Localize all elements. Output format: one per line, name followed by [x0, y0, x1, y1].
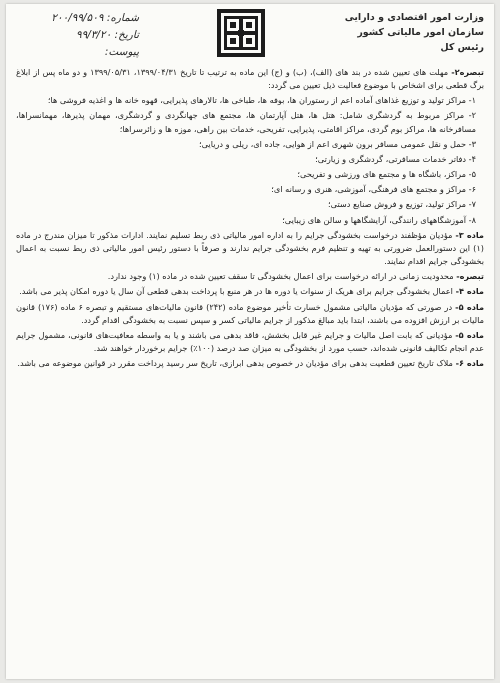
list-item: ۲- مراکز مربوط به گردشگری شامل: هتل ها، هتل آپارتمان ها، مجتمع های جهانگردی و گردشگری، مهمان پذیرها، مهمانسراها، مسافرخانه ها، مراکز بوم گردی، مراکز اقامتی، پذیرایی، تفریحی، خدمات بین راهی، موزه ها و زائرسراها؛ [16, 110, 476, 134]
list-item: ۴- دفاتر خدمات مسافرتی، گردشگری و زیارتی؛ [315, 153, 476, 164]
letter-date: تاریخ: ۹۹/۳/۲۰ [75, 29, 139, 41]
list-item: ۶- مراکز و مجتمع های فرهنگی، آموزشی، هنری و رسانه ای؛ [271, 184, 476, 195]
note-2 [16, 66, 484, 92]
note-2-text: مهلت های تعیین شده در بند های (الف)، (ب) و (ج) این ماده به ترتیب تا تاریخ ۱۳۹۹/۰۴/۳۱، ۱۳۹۹/۰۵/۳۱ و دو ماه پس از ابلاغ برگ قطعی برای اشخاص با موضوع فعالیت ذیل تعیین می گردد: [16, 67, 484, 91]
letter-attachment: پیوست: [104, 46, 139, 58]
article-3-label: ماده ۳- [455, 229, 484, 240]
letterhead [6, 4, 494, 66]
list-item: ۵- مراکز، باشگاه ها و مجتمع های ورزشی و تفریحی؛ [297, 169, 476, 180]
article-5a [16, 301, 484, 327]
document-body [16, 66, 484, 372]
note-text: محدودیت زمانی در ارائه درخواست برای اعمال بخشودگی تا سقف تعیین شده در ماده (۱) وجود ندارد. [107, 271, 454, 282]
article-6-label: ماده ۶- [455, 358, 484, 369]
article-5b-text: مؤدیانی که بابت اصل مالیات و جرایم غیر قابل بخشش، فاقد بدهی می باشند و یا به واسطه معافیت‌های قانونی، مشمول جرایم عدم انجام تکالیف قانونی شده‌اند، حسب مورد از بخشودگی به میزان صد درصد (۱۰۰٪) جرایم برخوردار خواهند شد. [16, 329, 484, 353]
article-6 [16, 357, 484, 370]
document-page [6, 4, 494, 679]
article-5b-label: ماده ۵- [455, 329, 484, 340]
organization-name: سازمان امور مالیاتی کشور [357, 27, 484, 38]
office-title: رئیس کل [440, 42, 484, 53]
article-3-note [16, 270, 484, 283]
letter-number: شماره: ۲۰۰/۹۹/۵۰۹ [51, 12, 139, 24]
tax-organization-emblem-icon [216, 8, 266, 58]
article-3 [16, 229, 484, 268]
article-4-text: اعمال بخشودگی جرایم برای هریک از سنوات یا دوره ها در هر منبع با پرداخت بدهی قطعی آن سال یا دوره امکان پذیر می باشد. [19, 286, 453, 297]
list-item: ۳- حمل و نقل عمومی مسافر برون شهری اعم از هوایی، جاده ای، ریلی و دریایی؛ [199, 138, 476, 149]
article-5b [16, 329, 484, 355]
list-item: ۸- آموزشگاههای رانندگی، آرایشگاهها و سالن های زیبایی؛ [282, 214, 476, 225]
reference-block [14, 10, 139, 61]
article-4 [16, 285, 484, 298]
ministry-name: وزارت امور اقتصادی و دارایی [344, 12, 484, 23]
note-2-label: تبصره۲- [451, 67, 485, 77]
issuer-block [344, 10, 484, 55]
article-3-text: مؤدیان مؤظفند درخواست بخشودگی جرایم را به اداره امور مالیاتی ذی ربط تسلیم نمایند. ادارات مذکور تا میزان مندرج در ماده (۱) این دستورالعمل ضرورتی به تهیه و تنظیم فرم بخشودگی جرایم ندارند و صرفاً با دستور رئیس امور مالیاتی ذی ربط نسبت به اعمال بخشودگی جرایم اقدام نمایند. [16, 229, 484, 267]
list-item: ۷- مراکز تولید، توزیع و فروش صنایع دستی؛ [328, 199, 476, 210]
article-4-label: ماده ۴- [455, 286, 484, 297]
note-label: تبصره- [456, 271, 484, 282]
article-6-text: ملاک تاریخ تعیین قطعیت بدهی برای مؤدیان در خصوص بدهی ابرازی، تاریخ سر رسید پرداخت مقرر در قوانین موضوعه می باشد. [17, 358, 453, 369]
article-5a-text: در صورتی که مؤدیان مالیاتی مشمول خسارت تأخیر موضوع ماده (۲۴۲) قانون مالیات‌های مستقیم و تبصره ۶ ماده (۱۷۶) قانون مالیات بر ارزش افزوده می باشند، ابتدا باید مبالغ مذکور از جرایم مالیاتی کسر و سپس نسبت به بخشودگی اقدام گردد. [16, 301, 484, 325]
list-item: ۱- مراکز تولید و توزیع غذاهای آماده اعم از رستوران ها، بوفه ها، طباخی ها، تالارهای پذیرایی، قهوه خانه ها و اغذیه فروشی ها؛ [47, 95, 476, 106]
article-5a-label: ماده ۵- [455, 301, 485, 312]
